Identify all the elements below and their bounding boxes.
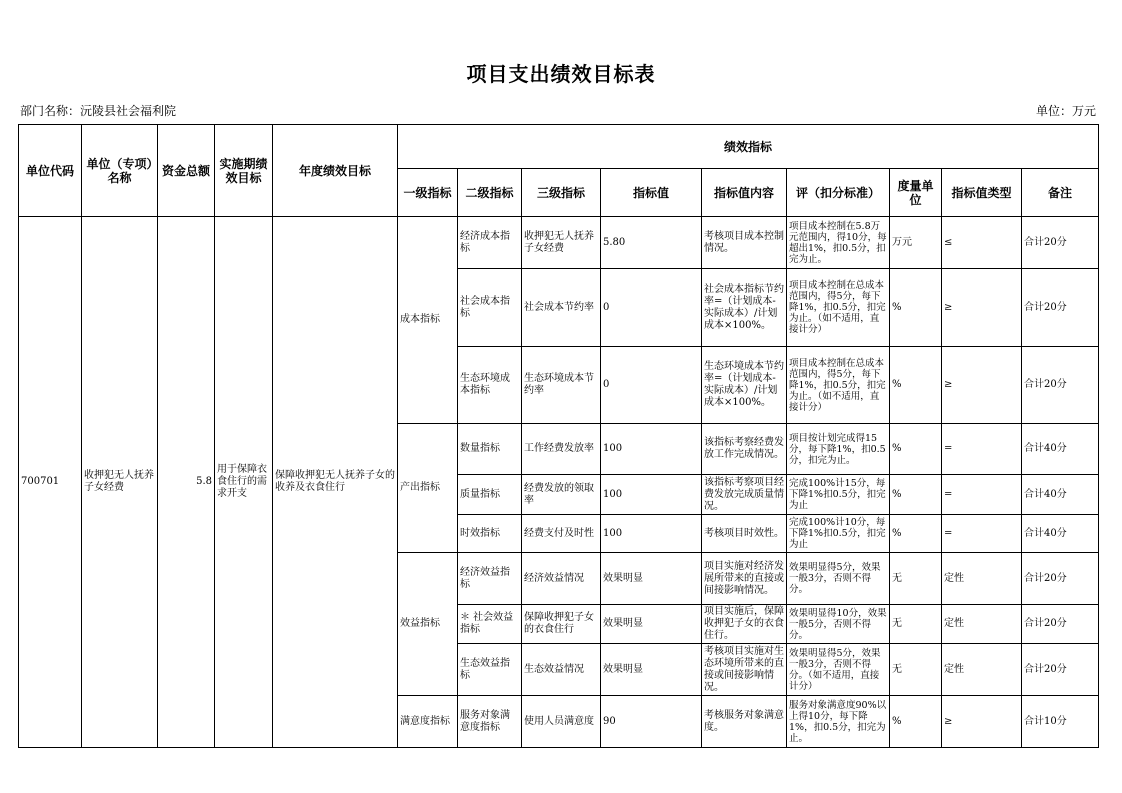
level3-cell: 生态效益情况 bbox=[522, 644, 601, 696]
header-level2: 二级指标 bbox=[458, 169, 522, 217]
header-scoring: 评（扣分标准） bbox=[787, 169, 890, 217]
content-cell: 考核服务对象满意度。 bbox=[702, 696, 787, 748]
level2-cell: 生态环境成本指标 bbox=[458, 347, 522, 424]
level2-cell: 经济效益指标 bbox=[458, 553, 522, 605]
type-cell: = bbox=[942, 424, 1022, 475]
content-cell: 该指标考察项目经费发放完成质量情况。 bbox=[702, 475, 787, 515]
annual-goal-cell: 保障收押犯无人抚养子女的收养及衣食住行 bbox=[273, 217, 398, 748]
department-label: 部门名称：沅陵县社会福利院 bbox=[20, 104, 177, 118]
scoring-cell: 完成100%计10分，每下降1%扣0.5分，扣完为止 bbox=[787, 515, 890, 553]
remark-cell: 合计40分 bbox=[1022, 424, 1099, 475]
table-row bbox=[19, 217, 1099, 269]
value-cell: 效果明显 bbox=[601, 644, 702, 696]
unit-cell: % bbox=[890, 515, 942, 553]
level2-cell: 生态效益指标 bbox=[458, 644, 522, 696]
content-cell: 项目实施对经济发展所带来的直接或间接影响情况。 bbox=[702, 553, 787, 605]
remark-cell: 合计20分 bbox=[1022, 553, 1099, 605]
scoring-cell: 服务对象满意度90%以上得10分，每下降1%，扣0.5分，扣完为止。 bbox=[787, 696, 890, 748]
content-cell: 该指标考察经费发放工作完成情况。 bbox=[702, 424, 787, 475]
value-cell: 0 bbox=[601, 347, 702, 424]
level3-cell: 使用人员满意度 bbox=[522, 696, 601, 748]
remark-cell: 合计10分 bbox=[1022, 696, 1099, 748]
header-measure-unit: 度量单位 bbox=[890, 169, 942, 217]
remark-cell: 合计20分 bbox=[1022, 217, 1099, 269]
header-level1: 一级指标 bbox=[398, 169, 458, 217]
level3-cell: 工作经费发放率 bbox=[522, 424, 601, 475]
unit-code-cell: 700701 bbox=[19, 217, 82, 748]
value-cell: 100 bbox=[601, 515, 702, 553]
header-period-goal: 实施期绩效目标 bbox=[215, 125, 273, 217]
remark-cell: 合计40分 bbox=[1022, 475, 1099, 515]
remark-cell: 合计20分 bbox=[1022, 269, 1099, 347]
level3-cell: 收押犯无人抚养子女经费 bbox=[522, 217, 601, 269]
scoring-cell: 效果明显得5分，效果一般3分，否则不得分。（如不适用，直接计分） bbox=[787, 644, 890, 696]
type-cell: 定性 bbox=[942, 644, 1022, 696]
level1-cell: 成本指标 bbox=[398, 217, 458, 424]
content-cell: 生态环境成本节约率=（计划成本-实际成本）/计划成本×100%。 bbox=[702, 347, 787, 424]
scoring-cell: 完成100%计15分，每下降1%扣0.5分，扣完为止 bbox=[787, 475, 890, 515]
level2-cell: 数量指标 bbox=[458, 424, 522, 475]
unit-cell: 万元 bbox=[890, 217, 942, 269]
fund-total-cell: 5.8 bbox=[158, 217, 215, 748]
header-annual-goal: 年度绩效目标 bbox=[273, 125, 398, 217]
type-cell: ≥ bbox=[942, 269, 1022, 347]
unit-cell: % bbox=[890, 424, 942, 475]
performance-table bbox=[18, 124, 1099, 748]
header-value-content: 指标值内容 bbox=[702, 169, 787, 217]
header-level3: 三级指标 bbox=[522, 169, 601, 217]
scoring-cell: 项目成本控制在5.8万元范围内，得10分，每超出1%，扣0.5分，扣完为止。 bbox=[787, 217, 890, 269]
header-value-type: 指标值类型 bbox=[942, 169, 1022, 217]
scoring-cell: 项目成本控制在总成本范围内，得5分，每下降1%，扣0.5分，扣完为止。（如不适用，直接计分） bbox=[787, 347, 890, 424]
header-fund-total: 资金总额 bbox=[158, 125, 215, 217]
value-cell: 100 bbox=[601, 424, 702, 475]
scoring-cell: 项目按计划完成得15分，每下降1%，扣0.5分，扣完为止。 bbox=[787, 424, 890, 475]
header-remark: 备注 bbox=[1022, 169, 1099, 217]
value-cell: 效果明显 bbox=[601, 553, 702, 605]
unit-cell: 无 bbox=[890, 644, 942, 696]
level3-cell: 经费支付及时性 bbox=[522, 515, 601, 553]
value-cell: 效果明显 bbox=[601, 605, 702, 644]
level3-cell: 保障收押犯子女的衣食住行 bbox=[522, 605, 601, 644]
content-cell: 社会成本指标节约率=（计划成本-实际成本）/计划成本×100%。 bbox=[702, 269, 787, 347]
unit-cell: 无 bbox=[890, 605, 942, 644]
level2-cell: 质量指标 bbox=[458, 475, 522, 515]
header-unit-code: 单位代码 bbox=[19, 125, 82, 217]
level1-cell: 效益指标 bbox=[398, 553, 458, 696]
type-cell: ≤ bbox=[942, 217, 1022, 269]
type-cell: ≥ bbox=[942, 347, 1022, 424]
level1-cell: 产出指标 bbox=[398, 424, 458, 553]
type-cell: ≥ bbox=[942, 696, 1022, 748]
remark-cell: 合计20分 bbox=[1022, 605, 1099, 644]
unit-cell: % bbox=[890, 269, 942, 347]
scoring-cell: 效果明显得10分，效果一般5分，否则不得分。 bbox=[787, 605, 890, 644]
unit-cell: % bbox=[890, 475, 942, 515]
unit-cell: % bbox=[890, 347, 942, 424]
level2-cell: 经济成本指标 bbox=[458, 217, 522, 269]
type-cell: = bbox=[942, 515, 1022, 553]
unit-name-cell: 收押犯无人抚养子女经费 bbox=[82, 217, 158, 748]
level2-cell: 服务对象满意度指标 bbox=[458, 696, 522, 748]
level3-cell: 生态环境成本节约率 bbox=[522, 347, 601, 424]
period-goal-cell: 用于保障衣食住行的需求开支 bbox=[215, 217, 273, 748]
content-cell: 考核项目时效性。 bbox=[702, 515, 787, 553]
level1-cell: 满意度指标 bbox=[398, 696, 458, 748]
content-cell: 考核项目成本控制情况。 bbox=[702, 217, 787, 269]
page-title: 项目支出绩效目标表 bbox=[466, 62, 656, 86]
header-performance-indicators: 绩效指标 bbox=[398, 125, 1099, 169]
remark-cell: 合计40分 bbox=[1022, 515, 1099, 553]
type-cell: = bbox=[942, 475, 1022, 515]
level2-cell: 社会成本指标 bbox=[458, 269, 522, 347]
scoring-cell: 效果明显得5分，效果一般3分，否则不得分。 bbox=[787, 553, 890, 605]
scoring-cell: 项目成本控制在总成本范围内，得5分，每下降1%，扣0.5分，扣完为止。（如不适用，直接计分） bbox=[787, 269, 890, 347]
value-cell: 0 bbox=[601, 269, 702, 347]
unit-label: 单位：万元 bbox=[1035, 104, 1096, 118]
value-cell: 5.80 bbox=[601, 217, 702, 269]
level2-cell: 时效指标 bbox=[458, 515, 522, 553]
level3-cell: 经济效益情况 bbox=[522, 553, 601, 605]
content-cell: 考核项目实施对生态环境所带来的直接或间接影响情况。 bbox=[702, 644, 787, 696]
level2-cell: ＊ 社会效益指标 bbox=[458, 605, 522, 644]
level3-cell: 社会成本节约率 bbox=[522, 269, 601, 347]
unit-cell: % bbox=[890, 696, 942, 748]
header-value: 指标值 bbox=[601, 169, 702, 217]
level3-cell: 经费发放的领取率 bbox=[522, 475, 601, 515]
type-cell: 定性 bbox=[942, 553, 1022, 605]
unit-cell: 无 bbox=[890, 553, 942, 605]
value-cell: 100 bbox=[601, 475, 702, 515]
remark-cell: 合计20分 bbox=[1022, 644, 1099, 696]
content-cell: 项目实施后，保障收押犯子女的衣食住行。 bbox=[702, 605, 787, 644]
remark-cell: 合计20分 bbox=[1022, 347, 1099, 424]
type-cell: 定性 bbox=[942, 605, 1022, 644]
header-unit-name: 单位（专项）名称 bbox=[82, 125, 158, 217]
value-cell: 90 bbox=[601, 696, 702, 748]
